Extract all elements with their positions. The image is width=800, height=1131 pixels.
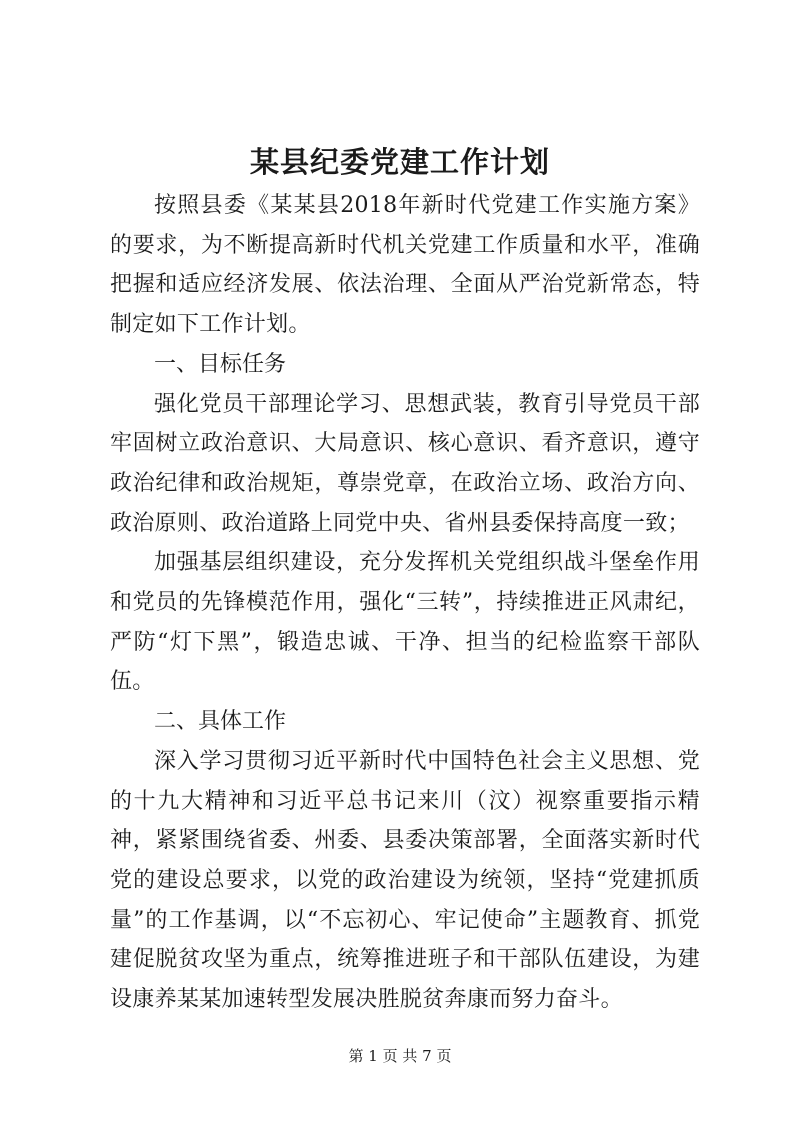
goals-paragraph-2: 加强基层组织建设，充分发挥机关党组织战斗堡垒作用和党员的先锋模范作用，强化“三转”，持续推进正风肃纪，严防“灯下黑”，锻造忠诚、干净、担当的纪检监察干部队伍。	[110, 550, 700, 695]
document-title: 某县纪委党建工作计划	[249, 145, 550, 179]
document-body	[110, 186, 700, 1020]
section-heading-work: 二、具体工作	[154, 709, 287, 735]
work-paragraph-1: 深入学习贯彻习近平新时代中国特色社会主义思想、党的十九大精神和习近平总书记来川（汶）视察重要指示精神，紧紧围绕省委、州委、县委决策部署，全面落实新时代党的建设总要求，以党的政治建设为统领，坚持“党建抓质量”的工作基调，以“不忘初心、牢记使命”主题教育、抓党建促脱贫攻坚为重点，统筹推进班子和干部队伍建设，为建设康养某某加速转型发展决胜脱贫奔康而努力奋斗。	[110, 748, 700, 1013]
goals-paragraph-1: 强化党员干部理论学习、思想武装，教育引导党员干部牢固树立政治意识、大局意识、核心意识、看齐意识，遵守政治纪律和政治规矩，尊崇党章，在政治立场、政治方向、政治原则、政治道路上同党中央、省州县委保持高度一致；	[110, 391, 700, 536]
intro-paragraph: 按照县委《某某县2018年新时代党建工作实施方案》的要求，为不断提高新时代机关党建工作质量和水平，准确把握和适应经济发展、依法治理、全面从严治党新常态，特制定如下工作计划。	[110, 193, 700, 338]
section-heading-goals: 一、目标任务	[154, 351, 287, 377]
page-number-footer: 第 1 页 共 7 页	[348, 1047, 452, 1065]
